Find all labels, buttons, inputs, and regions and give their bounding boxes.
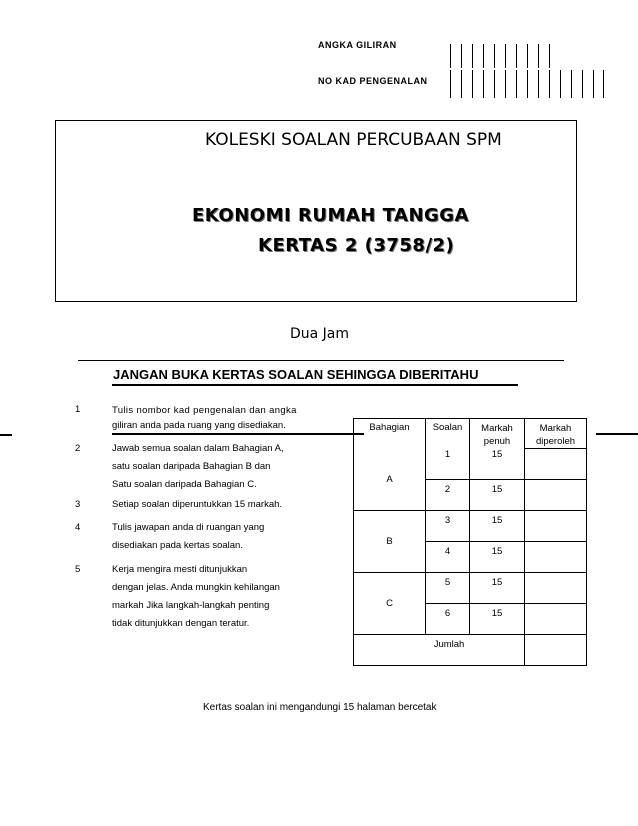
instruction-line: Setiap soalan diperuntukkan 15 markah. (112, 499, 283, 510)
section-c: C (354, 573, 426, 635)
section-b: B (354, 511, 426, 573)
instruction-item (112, 441, 284, 492)
instruction-item (112, 562, 280, 631)
total-row (354, 635, 587, 666)
no-kad-label: NO KAD PENGENALAN (318, 76, 428, 86)
duration: Dua Jam (290, 326, 350, 342)
instruction-number: 4 (75, 522, 81, 533)
instruction-item (112, 403, 330, 433)
soalan-cell: 1 (426, 449, 470, 480)
warning-underline (112, 384, 518, 386)
soalan-cell: 6 (426, 604, 470, 635)
instruction-number: 1 (75, 404, 81, 415)
margin-mark-left (0, 434, 12, 436)
diperoleh-cell[interactable] (525, 542, 587, 573)
instruction-item (112, 497, 282, 512)
soalan-cell: 3 (426, 511, 470, 542)
footer-note: Kertas soalan ini mengandungi 15 halaman bercetak (203, 702, 437, 713)
instruction-line: Kerja mengira mesti ditunjukkan (112, 564, 248, 575)
header-markah-penuh: Markah penuh (470, 419, 525, 449)
instruction-line: Satu soalan daripada Bahagian C. (112, 479, 257, 490)
instruction-item (112, 520, 264, 553)
angka-giliran-boxes[interactable] (450, 44, 560, 68)
soalan-cell: 2 (426, 480, 470, 511)
markah-cell: 15 (470, 604, 525, 635)
divider-line (78, 360, 564, 361)
instruction-line: markah Jika langkah-langkah penting (112, 600, 270, 611)
header-markah-diperoleh: Markah diperoleh (525, 419, 587, 449)
soalan-cell: 5 (426, 573, 470, 604)
header-bahagian: Bahagian (354, 419, 426, 449)
diperoleh-cell[interactable] (525, 449, 587, 480)
instruction-line: Jawab semua soalan dalam Bahagian A, (112, 443, 284, 454)
markah-cell: 15 (470, 449, 525, 480)
table-header-row (354, 419, 587, 449)
total-label: Jumlah (354, 635, 525, 666)
instruction-line: dengan jelas. Anda mungkin kehilangan (112, 582, 280, 593)
marks-table (353, 418, 587, 666)
markah-cell: 15 (470, 573, 525, 604)
no-kad-boxes[interactable] (450, 70, 604, 98)
markah-cell: 15 (470, 542, 525, 573)
angka-giliran-label: ANGKA GILIRAN (318, 40, 397, 50)
soalan-cell: 4 (426, 542, 470, 573)
paper-title: KERTAS 2 (3758/2) (258, 235, 455, 256)
diperoleh-cell[interactable] (525, 573, 587, 604)
markah-cell: 15 (470, 480, 525, 511)
instruction-line: Tulis nombor kad pengenalan dan angka (112, 405, 297, 416)
section-a: A (354, 449, 426, 511)
instruction-line: satu soalan daripada Bahagian B dan (112, 461, 271, 472)
header-soalan: Soalan (426, 419, 470, 449)
warning-text: JANGAN BUKA KERTAS SOALAN SEHINGGA DIBERITAHU (113, 367, 479, 382)
instruction-number: 3 (75, 499, 81, 510)
markah-cell: 15 (470, 511, 525, 542)
diperoleh-cell[interactable] (525, 511, 587, 542)
total-cell[interactable] (525, 635, 587, 666)
instruction-line: tidak ditunjukkan dengan teratur. (112, 618, 250, 629)
instruction-line: disediakan pada kertas soalan. (112, 540, 243, 551)
instruction-line: Tulis jawapan anda di ruangan yang (112, 522, 265, 533)
collection-title: KOLESKI SOALAN PERCUBAAN SPM (205, 130, 502, 150)
table-row (354, 511, 587, 542)
instruction-underline (112, 433, 364, 435)
table-row (354, 573, 587, 604)
table-row (354, 449, 587, 480)
diperoleh-cell[interactable] (525, 604, 587, 635)
subject-title: EKONOMI RUMAH TANGGA (192, 205, 469, 226)
instruction-number: 5 (75, 564, 81, 575)
diperoleh-cell[interactable] (525, 480, 587, 511)
instruction-number: 2 (75, 443, 81, 454)
instruction-line: giliran anda pada ruang yang disediakan. (112, 420, 286, 431)
margin-mark-right (596, 433, 638, 435)
